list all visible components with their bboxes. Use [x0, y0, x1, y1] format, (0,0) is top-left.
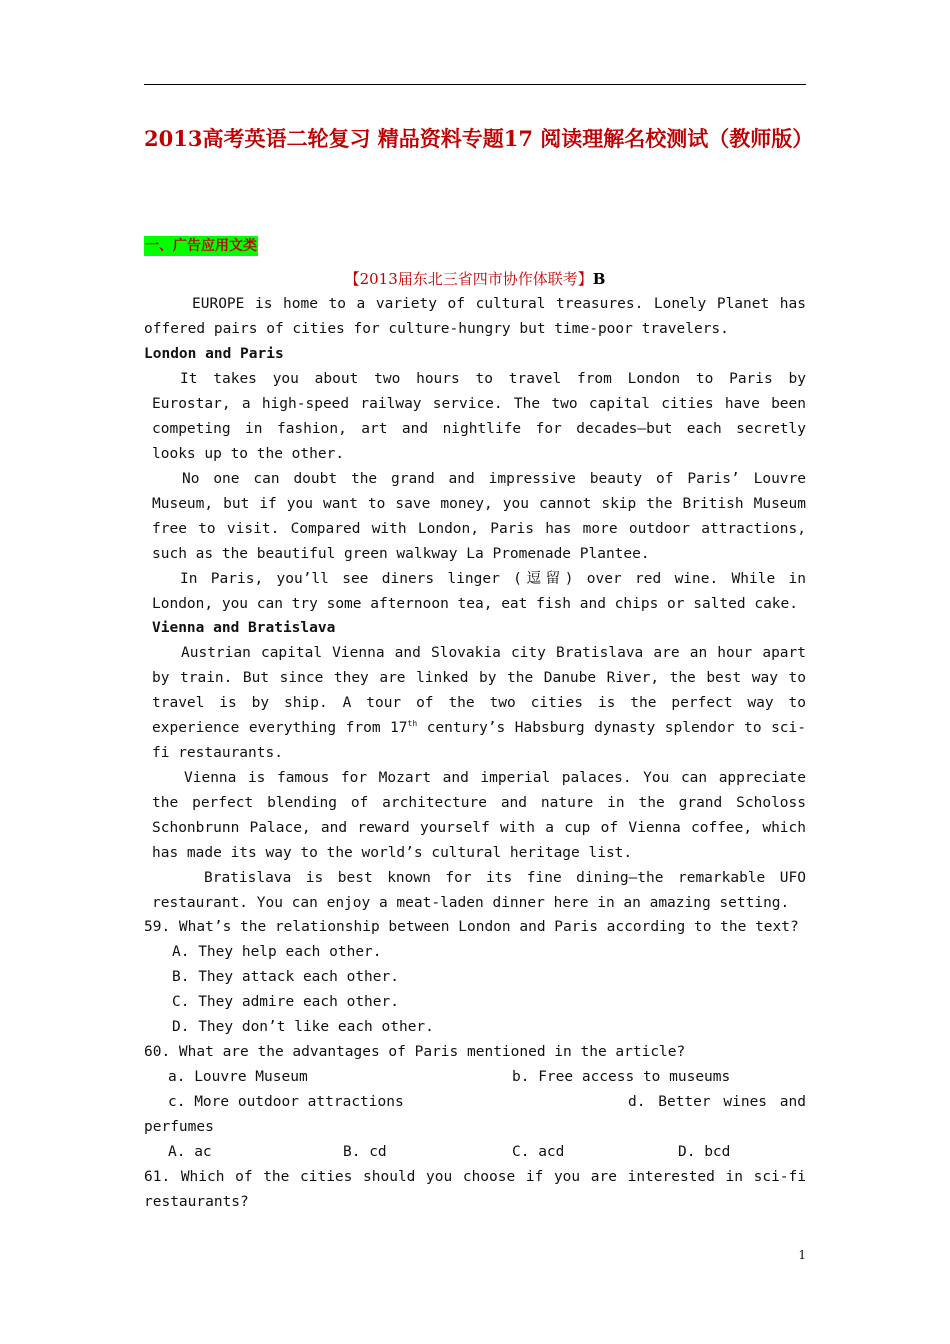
heading-vienna-bratislava: Vienna and Bratislava — [152, 620, 336, 636]
page-number: 1 — [798, 1248, 806, 1262]
vienna-bratislava-paragraph-2: Vienna is famous for Mozart and imperial palaces. You can appreciate the perfect blending of architecture and nature in the grand Scholoss Schonbrunn Palace, and reward yourself with a cup of Vienna coffee, which has made its way to the world’s cultural heritage list. — [152, 770, 806, 861]
vienna-bratislava-paragraph-1: Austrian capital Vienna and Slovakia city Bratislava are an hour apart by train. But since they are linked by the Danube River, the best way to travel is by ship. A tour of the two cities is the perfect way to experience everything from 17th century’s Habsburg dynasty splendor to sci-fi restaurants. — [152, 645, 806, 761]
question-60-item-b: b. Free access to museums — [512, 1069, 731, 1085]
question-60-option-d: D. bcd — [678, 1144, 731, 1160]
question-59-option-d: D. They don’t like each other. — [172, 1019, 434, 1035]
question-60-option-a: A. ac — [168, 1144, 212, 1160]
london-paris-paragraph-2: No one can doubt the grand and impressive beauty of Paris’ Louvre Museum, but if you want to save money, you cannot skip the British Museum free to visit. Compared with London, Paris has more outdoor attractions, such as the beautiful green walkway La Promenade Plantee. — [152, 471, 806, 562]
question-59-option-b: B. They attack each other. — [172, 969, 399, 985]
question-60-item-c: c. More outdoor attractions — [168, 1094, 404, 1110]
superscript-th: th — [407, 719, 418, 728]
question-60-option-c: C. acd — [512, 1144, 565, 1160]
question-60-option-b: B. cd — [343, 1144, 387, 1160]
vienna-bratislava-paragraph-3: Bratislava is best known for its fine dining—the remarkable UFO restaurant. You can enjoy a meat-laden dinner here in an amazing setting. — [152, 870, 806, 911]
question-59-option-a: A. They help each other. — [172, 944, 382, 960]
question-60-item-a: a. Louvre Museum — [168, 1069, 308, 1085]
intro-paragraph: EUROPE is home to a variety of cultural treasures. Lonely Planet has offered pairs of cities for culture-hungry but time-poor travelers. — [144, 296, 806, 337]
london-paris-paragraph-1: It takes you about two hours to travel from London to Paris by Eurostar, a high-speed railway service. The two capital cities have been competing in fashion, art and nightlife for decades—but each secretly looks up to the other. — [152, 371, 806, 462]
heading-london-paris: London and Paris — [144, 346, 284, 362]
question-59-option-c: C. They admire each other. — [172, 994, 399, 1010]
source-letter: B — [592, 270, 606, 288]
source-label: 【2013届东北三省四市协作体联考】 — [344, 270, 593, 288]
question-60-stem: 60. What are the advantages of Paris mentioned in the article? — [144, 1044, 686, 1060]
london-paris-paragraph-3: In Paris, you’ll see diners linger (逗留) over red wine. While in London, you can try some afternoon tea, eat fish and chips or salted cake. — [152, 571, 806, 612]
question-59-stem: 59. What’s the relationship between London and Paris according to the text? — [144, 919, 799, 935]
section-heading: 一、广告应用文类 — [145, 238, 257, 254]
document-title: 2013高考英语二轮复习 精品资料专题17 阅读理解名校测试（教师版） — [144, 126, 814, 151]
question-60-item-d: d. Better wines and perfumes — [144, 1094, 806, 1135]
question-61-stem: 61. Which of the cities should you choose if you are interested in sci-fi restaurants? — [144, 1169, 806, 1210]
header-rule — [144, 84, 806, 85]
source-line — [144, 267, 806, 292]
